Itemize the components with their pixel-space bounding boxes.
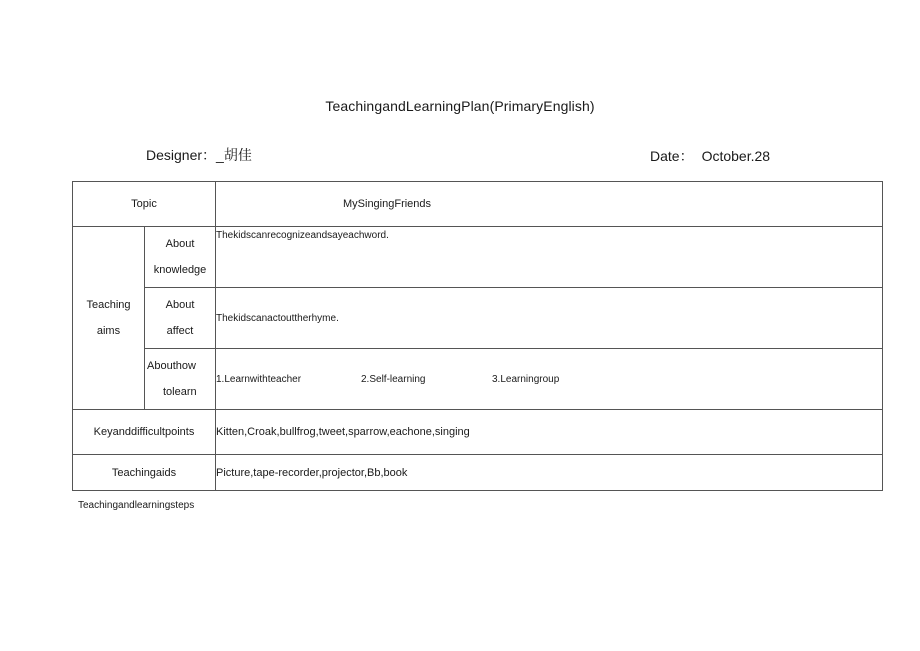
- learn-item-3: 3.Learningroup: [492, 374, 560, 385]
- teaching-aids-label: Teachingaids: [73, 455, 216, 491]
- learn-item-2: 2.Self-learning: [361, 374, 426, 385]
- table-row-aim-affect: [73, 288, 883, 349]
- teaching-steps-label: Teachingandlearningsteps: [78, 500, 195, 511]
- aim-affect-label-line2: affect: [166, 325, 194, 337]
- date-label: Date：: [650, 148, 694, 164]
- date-line: [650, 146, 770, 166]
- aim-affect-label: [145, 288, 216, 349]
- learn-item-1: 1.Learnwithteacher: [216, 374, 302, 385]
- aim-howtolearn-items: [216, 349, 883, 410]
- aim-howtolearn-label-line2: tolearn: [163, 386, 197, 398]
- aim-howtolearn-label-line2-wrap: [147, 379, 215, 405]
- table-row-aim-howtolearn: [73, 349, 883, 410]
- teaching-aims-label-line2: aims: [96, 325, 121, 337]
- aim-howtolearn-label: [145, 349, 216, 410]
- key-points-label: Keyanddifficultpoints: [73, 410, 216, 455]
- table-row-teaching-aids: [73, 455, 883, 491]
- table-row-key-points: [73, 410, 883, 455]
- date-value: October.28: [701, 148, 771, 164]
- aim-knowledge-text: Thekidscanrecognizeandsayeachword.: [216, 227, 883, 288]
- aim-howtolearn-label-line1: Abouthow: [147, 360, 196, 372]
- designer-label: Designer：: [146, 147, 217, 163]
- table-row-aim-knowledge: [73, 227, 883, 288]
- aim-knowledge-label-line1: About: [165, 238, 195, 250]
- teaching-aids-value: Picture,tape-recorder,projector,Bb,book: [216, 455, 883, 491]
- designer-line: [146, 145, 252, 165]
- document-title: TeachingandLearningPlan(PrimaryEnglish): [325, 98, 595, 114]
- aim-knowledge-label: [145, 227, 216, 288]
- plan-table: [72, 181, 883, 491]
- key-points-value: Kitten,Croak,bullfrog,tweet,sparrow,eachone,singing: [216, 410, 883, 455]
- aim-affect-label-line1: About: [165, 299, 195, 311]
- topic-label: Topic: [73, 182, 216, 227]
- topic-value: MySingingFriends: [216, 182, 883, 227]
- teaching-aims-label-line1: Teaching: [86, 299, 131, 311]
- teaching-aims-label: [73, 227, 145, 410]
- aim-knowledge-label-line2: knowledge: [153, 264, 207, 276]
- table-row-topic: [73, 182, 883, 227]
- designer-value: _胡佳: [216, 147, 252, 163]
- aim-affect-text: Thekidscanactouttherhyme.: [216, 288, 883, 349]
